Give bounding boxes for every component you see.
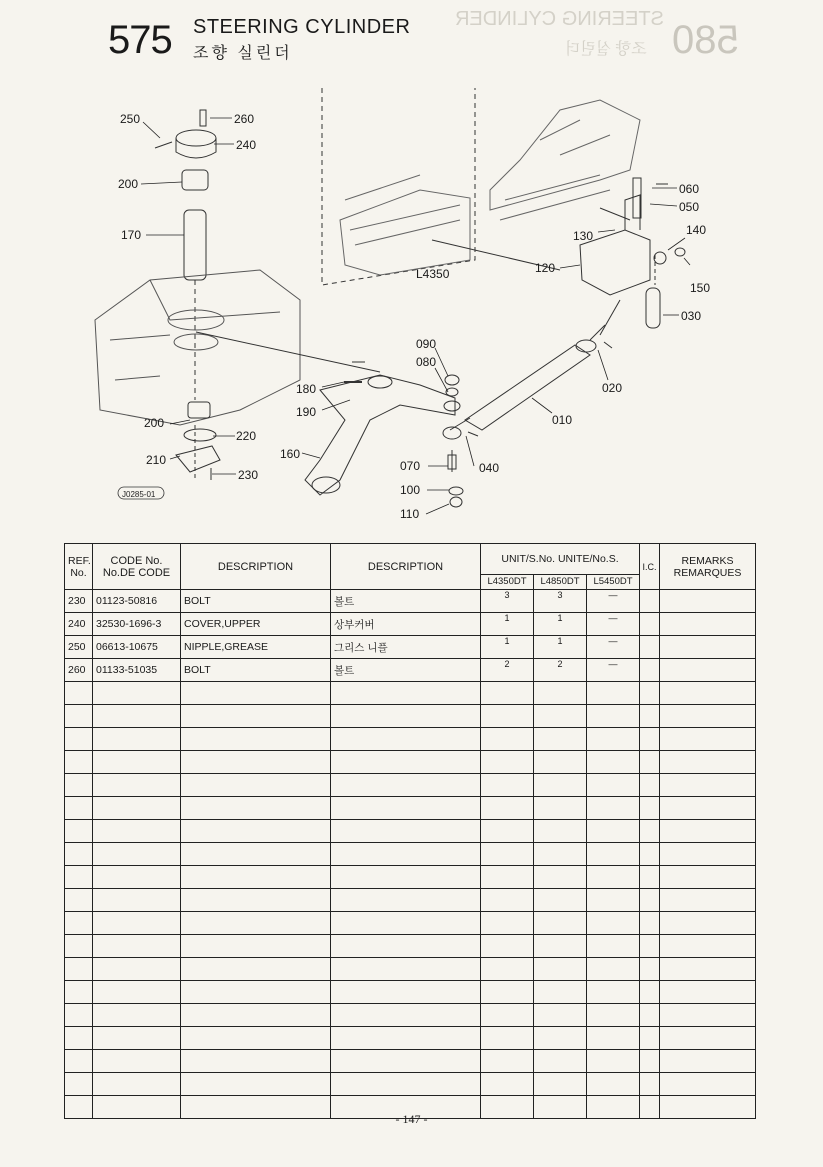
cell-remarks (660, 659, 756, 682)
cell-qty: — (587, 659, 640, 682)
cell-empty (65, 958, 93, 981)
cell-empty (587, 958, 640, 981)
cell-empty (331, 912, 481, 935)
cell-empty (181, 1073, 331, 1096)
callout-130: 130 (573, 229, 594, 243)
cell-empty (331, 981, 481, 1004)
table-row (65, 590, 756, 613)
cell-empty (93, 981, 181, 1004)
cell-code: 01123-50816 (93, 590, 181, 613)
cell-empty (640, 751, 660, 774)
cell-empty (534, 981, 587, 1004)
cell-empty (587, 751, 640, 774)
cell-empty (65, 1027, 93, 1050)
header-remarks: REMARKS REMARQUES (660, 544, 756, 590)
cell-empty (331, 1004, 481, 1027)
table-row-empty (65, 682, 756, 705)
cell-empty (93, 728, 181, 751)
cell-ic (640, 590, 660, 613)
callout-070: 070 (400, 459, 421, 473)
cell-empty (481, 751, 534, 774)
bleed-through-title: STEERING CYLINDER (455, 8, 664, 30)
cell-empty (660, 843, 756, 866)
cell-ic (640, 636, 660, 659)
cell-empty (93, 751, 181, 774)
shaft-part (184, 210, 206, 280)
inset-label: L4350 (416, 267, 450, 281)
cell-qty: — (587, 636, 640, 659)
callout-120: 120 (535, 261, 556, 275)
cell-empty (587, 682, 640, 705)
cell-empty (481, 1050, 534, 1073)
callout-060: 060 (679, 182, 700, 196)
cell-description-local: 볼트 (331, 659, 481, 682)
cell-empty (640, 981, 660, 1004)
cell-empty (65, 820, 93, 843)
table-row-empty (65, 774, 756, 797)
cell-empty (93, 1027, 181, 1050)
header-description-local: DESCRIPTION (331, 544, 481, 590)
callout-010: 010 (552, 413, 573, 427)
cell-empty (331, 774, 481, 797)
cell-qty: 1 (534, 636, 587, 659)
cell-empty (640, 728, 660, 751)
callout-180: 180 (296, 382, 317, 396)
table-row-empty (65, 1050, 756, 1073)
cell-empty (660, 889, 756, 912)
cell-empty (65, 866, 93, 889)
cell-empty (534, 912, 587, 935)
cell-empty (93, 774, 181, 797)
cell-empty (481, 843, 534, 866)
cell-empty (534, 889, 587, 912)
callout-080: 080 (416, 355, 437, 369)
cell-empty (93, 958, 181, 981)
table-row (65, 636, 756, 659)
cell-empty (65, 1050, 93, 1073)
header-ic: I.C. (640, 544, 660, 590)
callout-050: 050 (679, 200, 700, 214)
cell-empty (331, 797, 481, 820)
cell-empty (481, 820, 534, 843)
cell-qty: 1 (534, 613, 587, 636)
table-row-empty (65, 958, 756, 981)
cell-empty (534, 728, 587, 751)
cell-empty (660, 774, 756, 797)
cell-empty (65, 705, 93, 728)
cell-empty (587, 1004, 640, 1027)
callout-140: 140 (686, 223, 707, 237)
table-row-empty (65, 981, 756, 1004)
cell-empty (534, 866, 587, 889)
cell-empty (640, 1050, 660, 1073)
cell-description-local: 상부커버 (331, 613, 481, 636)
cell-qty: 1 (481, 636, 534, 659)
cell-empty (587, 774, 640, 797)
cell-empty (640, 1004, 660, 1027)
callout-210: 210 (146, 453, 167, 467)
cell-empty (534, 1027, 587, 1050)
cell-empty (640, 935, 660, 958)
cell-empty (65, 682, 93, 705)
cell-empty (481, 797, 534, 820)
cell-empty (93, 1050, 181, 1073)
cell-empty (587, 1027, 640, 1050)
cell-empty (181, 981, 331, 1004)
figure-code: J0285-01 (122, 490, 156, 499)
cell-empty (660, 935, 756, 958)
cell-empty (181, 774, 331, 797)
cell-empty (640, 774, 660, 797)
cell-empty (660, 866, 756, 889)
table-row-empty (65, 935, 756, 958)
cell-empty (481, 774, 534, 797)
cell-empty (331, 1027, 481, 1050)
steering-cylinder-part (443, 325, 605, 439)
cell-empty (181, 820, 331, 843)
upper-cover-part (155, 110, 216, 158)
table-row-empty (65, 820, 756, 843)
cell-empty (587, 1050, 640, 1073)
cell-empty (93, 820, 181, 843)
cell-empty (534, 774, 587, 797)
cell-empty (65, 728, 93, 751)
cell-empty (481, 889, 534, 912)
table-row-empty (65, 1004, 756, 1027)
cell-empty (181, 866, 331, 889)
cell-empty (181, 728, 331, 751)
page-subtitle: 조향 실린더 (193, 45, 293, 62)
table-row-empty (65, 889, 756, 912)
cell-empty (660, 728, 756, 751)
cell-ic (640, 613, 660, 636)
cell-empty (640, 705, 660, 728)
cell-ref: 230 (65, 590, 93, 613)
callout-230: 230 (238, 468, 259, 482)
cell-empty (93, 682, 181, 705)
cell-empty (331, 682, 481, 705)
cell-empty (534, 1073, 587, 1096)
cell-empty (181, 1050, 331, 1073)
table-row-empty (65, 751, 756, 774)
table-row-empty (65, 866, 756, 889)
cell-empty (181, 1004, 331, 1027)
bleed-through-page-number: 580 (672, 18, 739, 62)
cell-empty (660, 1073, 756, 1096)
cell-empty (181, 889, 331, 912)
page-footer-number: - 147 - (395, 1112, 428, 1126)
cell-empty (660, 1050, 756, 1073)
cell-empty (640, 866, 660, 889)
cell-empty (65, 981, 93, 1004)
cell-empty (587, 935, 640, 958)
callout-090: 090 (416, 337, 437, 351)
cell-ref: 250 (65, 636, 93, 659)
callout-030: 030 (681, 309, 702, 323)
cell-empty (587, 797, 640, 820)
cell-empty (93, 1073, 181, 1096)
cell-code: 32530-1696-3 (93, 613, 181, 636)
cell-empty (640, 843, 660, 866)
cell-empty (534, 820, 587, 843)
cell-empty (660, 981, 756, 1004)
callout-200-lower: 200 (144, 416, 165, 430)
cell-remarks (660, 613, 756, 636)
table-row-empty (65, 843, 756, 866)
cell-empty (587, 728, 640, 751)
cell-empty (93, 797, 181, 820)
cell-empty (181, 958, 331, 981)
cell-empty (640, 958, 660, 981)
cell-qty: 3 (481, 590, 534, 613)
cell-empty (481, 981, 534, 1004)
cell-empty (65, 1073, 93, 1096)
cell-empty (587, 843, 640, 866)
cell-empty (640, 820, 660, 843)
cell-empty (660, 797, 756, 820)
cell-qty: 2 (481, 659, 534, 682)
cell-empty (481, 705, 534, 728)
cell-ref: 240 (65, 613, 93, 636)
cell-empty (534, 1004, 587, 1027)
table-row-empty (65, 728, 756, 751)
cell-empty (481, 958, 534, 981)
cell-empty (331, 1050, 481, 1073)
cell-empty (65, 774, 93, 797)
cell-empty (660, 1027, 756, 1050)
cell-empty (331, 935, 481, 958)
cell-empty (660, 912, 756, 935)
table-row (65, 659, 756, 682)
cell-ic (640, 659, 660, 682)
cell-remarks (660, 636, 756, 659)
cell-description: BOLT (181, 659, 331, 682)
cell-empty (331, 958, 481, 981)
cell-empty (65, 1004, 93, 1027)
cell-qty: — (587, 590, 640, 613)
callout-200: 200 (118, 177, 139, 191)
cell-empty (93, 843, 181, 866)
callout-250: 250 (120, 112, 141, 126)
header-model-l4350dt: L4350DT (481, 575, 534, 590)
cell-empty (481, 912, 534, 935)
cell-description-local: 볼트 (331, 590, 481, 613)
cell-empty (481, 728, 534, 751)
cell-empty (660, 820, 756, 843)
cell-empty (481, 1073, 534, 1096)
callout-220: 220 (236, 429, 257, 443)
cell-qty: 1 (481, 613, 534, 636)
cell-qty: 3 (534, 590, 587, 613)
cell-description: COVER,UPPER (181, 613, 331, 636)
cell-empty (65, 797, 93, 820)
header-description-en: DESCRIPTION (181, 544, 331, 590)
cell-empty (534, 751, 587, 774)
cell-empty (93, 1004, 181, 1027)
bushing-part (182, 170, 208, 190)
table-row (65, 613, 756, 636)
cell-empty (93, 912, 181, 935)
cell-empty (93, 889, 181, 912)
callout-260: 260 (234, 112, 255, 126)
cell-empty (660, 682, 756, 705)
cell-empty (65, 843, 93, 866)
cell-empty (181, 797, 331, 820)
cell-empty (331, 866, 481, 889)
header-code: CODE No. No.DE CODE (93, 544, 181, 590)
cell-code: 06613-10675 (93, 636, 181, 659)
bleed-through-subtitle: 조향 실린더 (565, 41, 647, 58)
cell-empty (640, 797, 660, 820)
cell-description-local: 그리스 니플 (331, 636, 481, 659)
callout-020: 020 (602, 381, 623, 395)
table-row-empty (65, 1027, 756, 1050)
cell-empty (331, 751, 481, 774)
cell-qty: — (587, 613, 640, 636)
callout-150: 150 (690, 281, 711, 295)
cell-empty (181, 1027, 331, 1050)
cell-empty (660, 1004, 756, 1027)
cell-empty (534, 1050, 587, 1073)
cell-empty (534, 797, 587, 820)
cell-empty (93, 866, 181, 889)
cell-empty (331, 889, 481, 912)
table-row-empty (65, 705, 756, 728)
header-ref: REF. No. (65, 544, 93, 590)
callout-100: 100 (400, 483, 421, 497)
cell-empty (534, 843, 587, 866)
cell-empty (181, 751, 331, 774)
parts-table (64, 543, 756, 1119)
cell-empty (534, 935, 587, 958)
cell-empty (640, 889, 660, 912)
cell-empty (181, 843, 331, 866)
cell-empty (331, 1073, 481, 1096)
table-row-empty (65, 912, 756, 935)
exploded-parts-diagram (0, 80, 823, 520)
callout-190: 190 (296, 405, 317, 419)
cell-empty (65, 935, 93, 958)
cell-empty (65, 751, 93, 774)
section-number: 575 (108, 18, 172, 62)
cell-ref: 260 (65, 659, 93, 682)
cell-empty (534, 958, 587, 981)
callout-240: 240 (236, 138, 257, 152)
cell-empty (587, 889, 640, 912)
cell-empty (640, 912, 660, 935)
knuckle-arm-part (305, 375, 455, 495)
header-unit: UNIT/S.No. UNITE/No.S. (481, 544, 640, 575)
cell-empty (181, 682, 331, 705)
cell-empty (481, 866, 534, 889)
header-model-l4850dt: L4850DT (534, 575, 587, 590)
cell-remarks (660, 590, 756, 613)
callout-160: 160 (280, 447, 301, 461)
callout-170: 170 (121, 228, 142, 242)
cell-empty (587, 866, 640, 889)
cell-empty (660, 705, 756, 728)
cell-empty (181, 935, 331, 958)
cell-empty (93, 935, 181, 958)
cell-empty (331, 728, 481, 751)
page-title: STEERING CYLINDER (193, 16, 411, 38)
cell-empty (65, 889, 93, 912)
cell-empty (481, 935, 534, 958)
cell-empty (181, 912, 331, 935)
cell-empty (587, 705, 640, 728)
cell-empty (587, 820, 640, 843)
cell-empty (65, 912, 93, 935)
cell-empty (640, 1027, 660, 1050)
cell-empty (587, 981, 640, 1004)
cell-empty (181, 705, 331, 728)
callout-110: 110 (400, 507, 420, 520)
cell-empty (331, 843, 481, 866)
cell-empty (640, 682, 660, 705)
cell-empty (587, 1073, 640, 1096)
cell-qty: 2 (534, 659, 587, 682)
cell-empty (481, 1004, 534, 1027)
cell-empty (534, 682, 587, 705)
table-row-empty (65, 797, 756, 820)
cell-empty (481, 682, 534, 705)
cell-empty (481, 1027, 534, 1050)
header-model-l5450dt: L5450DT (587, 575, 640, 590)
cell-description: NIPPLE,GREASE (181, 636, 331, 659)
cell-empty (534, 705, 587, 728)
cell-code: 01133-51035 (93, 659, 181, 682)
cell-empty (93, 705, 181, 728)
table-row-empty (65, 1073, 756, 1096)
cell-empty (640, 1073, 660, 1096)
cell-empty (331, 705, 481, 728)
cell-empty (660, 751, 756, 774)
cell-empty (587, 912, 640, 935)
callout-040: 040 (479, 461, 500, 475)
cell-description: BOLT (181, 590, 331, 613)
cell-empty (331, 820, 481, 843)
cell-empty (660, 958, 756, 981)
bracket-part (580, 195, 650, 295)
